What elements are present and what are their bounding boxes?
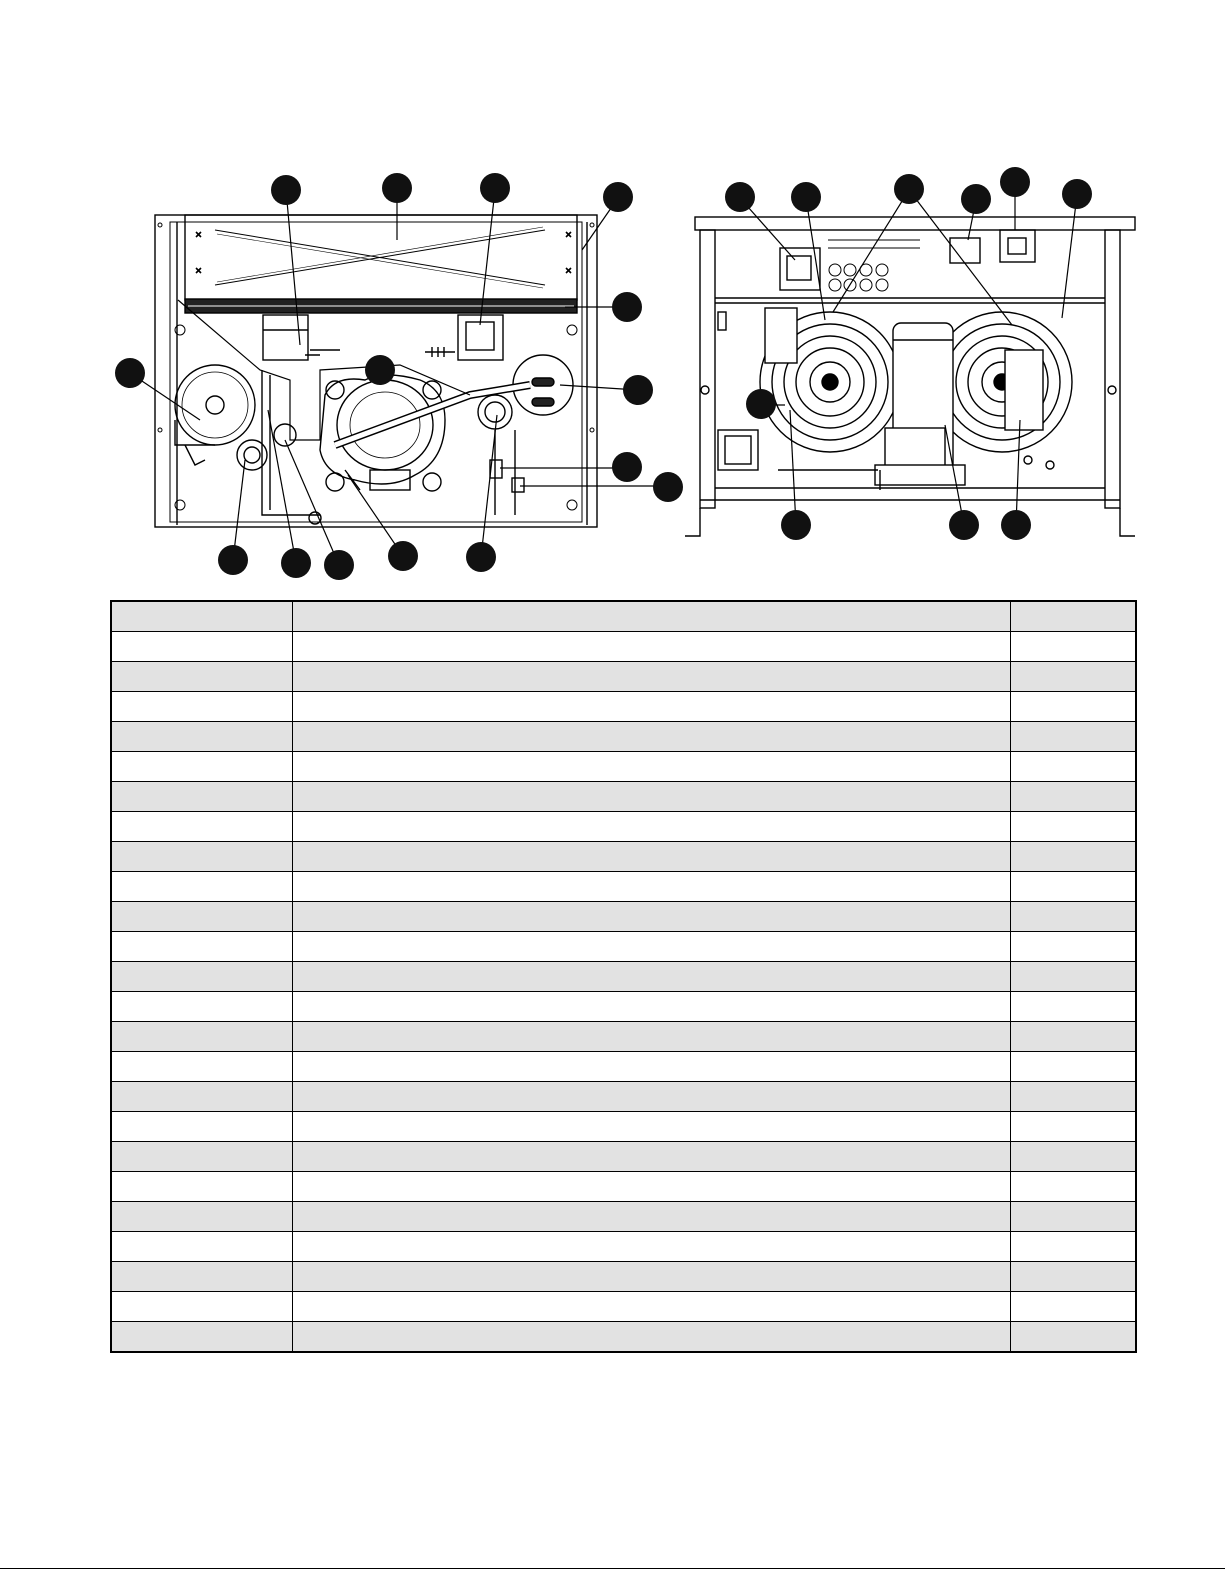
table-row [111, 632, 1136, 662]
part-number-cell [111, 1172, 292, 1202]
quantity-cell [1010, 1262, 1136, 1292]
description-cell [292, 812, 1010, 842]
table-row [111, 1202, 1136, 1232]
table-row [111, 872, 1136, 902]
part-number-cell [111, 1262, 292, 1292]
quantity-cell [1010, 1082, 1136, 1112]
callout-left-15 [466, 542, 496, 572]
callout-left-10 [653, 472, 683, 502]
description-cell [292, 902, 1010, 932]
table-row [111, 1052, 1136, 1082]
quantity-cell [1010, 1052, 1136, 1082]
table-row [111, 692, 1136, 722]
callout-left-4 [603, 182, 633, 212]
description-cell [292, 1022, 1010, 1052]
compressor [320, 375, 445, 491]
quantity-cell [1010, 992, 1136, 1022]
table-row [111, 1112, 1136, 1142]
description-cell [292, 1322, 1010, 1353]
description-cell [292, 842, 1010, 872]
description-cell [292, 872, 1010, 902]
quantity-cell [1010, 1232, 1136, 1262]
table-row [111, 842, 1136, 872]
part-number-cell [111, 752, 292, 782]
diagrams [0, 0, 1225, 600]
callout-left-8 [623, 375, 653, 405]
table-row [111, 601, 1136, 632]
table-row [111, 932, 1136, 962]
quantity-cell [1010, 932, 1136, 962]
description-cell [292, 1292, 1010, 1322]
description-cell [292, 601, 1010, 632]
table-row [111, 1232, 1136, 1262]
callout-left-14 [388, 541, 418, 571]
part-number-cell [111, 1232, 292, 1262]
description-cell [292, 992, 1010, 1022]
callout-left-11 [218, 545, 248, 575]
quantity-cell [1010, 1172, 1136, 1202]
table-row [111, 1262, 1136, 1292]
callout-right-4 [961, 184, 991, 214]
quantity-cell [1010, 632, 1136, 662]
description-cell [292, 752, 1010, 782]
part-number-cell [111, 932, 292, 962]
top-panel [185, 215, 577, 300]
receiver-tank [175, 365, 255, 445]
table-row [111, 992, 1136, 1022]
quantity-cell [1010, 1322, 1136, 1353]
right-unit-diagram [685, 217, 1135, 536]
table-row [111, 902, 1136, 932]
table-row [111, 1292, 1136, 1322]
part-number-cell [111, 782, 292, 812]
part-number-cell [111, 632, 292, 662]
part-number-cell [111, 601, 292, 632]
description-cell [292, 692, 1010, 722]
quantity-cell [1010, 662, 1136, 692]
part-number-cell [111, 1022, 292, 1052]
description-cell [292, 632, 1010, 662]
table-row [111, 1142, 1136, 1172]
description-cell [292, 662, 1010, 692]
parts-table-body [111, 601, 1136, 1352]
contactor-block [263, 315, 308, 360]
quantity-cell [1010, 1202, 1136, 1232]
quantity-cell [1010, 692, 1136, 722]
callout-right-7 [746, 389, 776, 419]
callout-right-3 [894, 174, 924, 204]
table-row [111, 962, 1136, 992]
parts-table [110, 600, 1137, 1353]
part-number-cell [111, 992, 292, 1022]
callout-left-9 [612, 452, 642, 482]
quantity-cell [1010, 722, 1136, 752]
part-number-cell [111, 1322, 292, 1353]
callout-right-10 [1001, 510, 1031, 540]
description-cell [292, 782, 1010, 812]
quantity-cell [1010, 782, 1136, 812]
part-number-cell [111, 1052, 292, 1082]
table-row [111, 812, 1136, 842]
callout-right-9 [949, 510, 979, 540]
part-number-cell [111, 662, 292, 692]
part-number-cell [111, 1202, 292, 1232]
description-cell [292, 1112, 1010, 1142]
table-row [111, 782, 1136, 812]
callout-left-6 [115, 358, 145, 388]
quantity-cell [1010, 812, 1136, 842]
description-cell [292, 722, 1010, 752]
quantity-cell [1010, 1022, 1136, 1052]
description-cell [292, 1172, 1010, 1202]
accumulator [1005, 350, 1043, 430]
description-cell [292, 1262, 1010, 1292]
description-cell [292, 1052, 1010, 1082]
part-number-cell [111, 812, 292, 842]
callout-right-2 [791, 182, 821, 212]
callout-right-1 [725, 182, 755, 212]
quantity-cell [1010, 752, 1136, 782]
callout-left-1 [271, 175, 301, 205]
callout-right-6 [1062, 179, 1092, 209]
part-number-cell [111, 1082, 292, 1112]
table-row [111, 722, 1136, 752]
description-cell [292, 932, 1010, 962]
quantity-cell [1010, 601, 1136, 632]
quantity-cell [1010, 872, 1136, 902]
part-number-cell [111, 1292, 292, 1322]
description-cell [292, 962, 1010, 992]
callout-left-12 [281, 548, 311, 578]
table-row [111, 752, 1136, 782]
page-bottom-rule [0, 1568, 1225, 1569]
part-number-cell [111, 1142, 292, 1172]
description-cell [292, 1202, 1010, 1232]
callout-right-8 [781, 510, 811, 540]
part-number-cell [111, 962, 292, 992]
quantity-cell [1010, 1142, 1136, 1172]
table-row [111, 662, 1136, 692]
part-number-cell [111, 692, 292, 722]
description-cell [292, 1082, 1010, 1112]
table-row [111, 1322, 1136, 1353]
description-cell [292, 1232, 1010, 1262]
part-number-cell [111, 872, 292, 902]
part-number-cell [111, 842, 292, 872]
part-number-cell [111, 722, 292, 752]
description-cell [292, 1142, 1010, 1172]
callout-left-5 [612, 292, 642, 322]
callout-left-2 [382, 173, 412, 203]
part-number-cell [111, 902, 292, 932]
receiver-side [765, 308, 797, 363]
part-number-cell [111, 1112, 292, 1142]
quantity-cell [1010, 842, 1136, 872]
table-row [111, 1082, 1136, 1112]
callout-left-7 [365, 355, 395, 385]
control-panel [780, 230, 1035, 291]
callout-left-3 [480, 173, 510, 203]
quantity-cell [1010, 962, 1136, 992]
callout-left-13 [324, 550, 354, 580]
callout-right-5 [1000, 167, 1030, 197]
right-top-rail [695, 217, 1135, 230]
table-row [111, 1022, 1136, 1052]
quantity-cell [1010, 902, 1136, 932]
table-row [111, 1172, 1136, 1202]
quantity-cell [1010, 1292, 1136, 1322]
quantity-cell [1010, 1112, 1136, 1142]
